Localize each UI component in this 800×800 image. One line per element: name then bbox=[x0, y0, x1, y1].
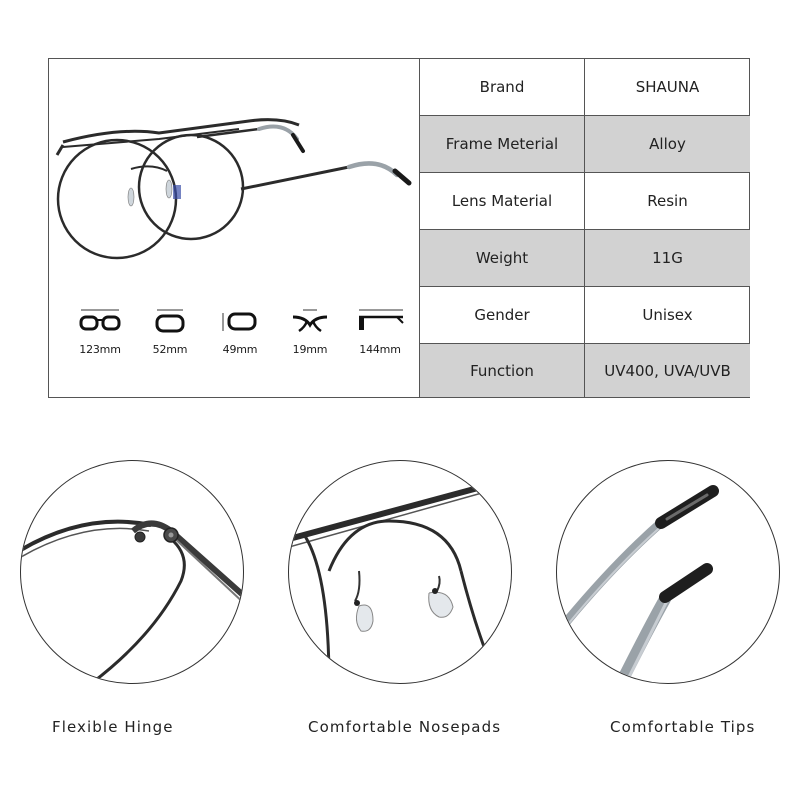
feature-hinge bbox=[20, 460, 250, 736]
lens-width-icon bbox=[145, 307, 195, 333]
spec-row bbox=[420, 344, 750, 397]
spec-value: UV400, UVA/UVB bbox=[585, 344, 750, 397]
temple-tip-closeup-image bbox=[556, 460, 780, 684]
dimension-label: 49mm bbox=[222, 343, 258, 356]
spec-value: 11G bbox=[585, 230, 750, 286]
feature-nosepads bbox=[288, 460, 518, 736]
dimension-item bbox=[137, 307, 203, 356]
spec-row bbox=[420, 116, 750, 173]
spec-row bbox=[420, 287, 750, 344]
dimension-item bbox=[67, 307, 133, 356]
temple-length-icon bbox=[353, 307, 407, 333]
spec-key: Frame Meterial bbox=[420, 116, 585, 172]
dimension-label: 19mm bbox=[292, 343, 328, 356]
feature-caption: Comfortable Nosepads bbox=[308, 718, 502, 736]
spec-value: SHAUNA bbox=[635, 78, 700, 96]
product-photo-area bbox=[49, 59, 420, 397]
dimension-list bbox=[67, 307, 417, 367]
dimension-item bbox=[207, 307, 273, 356]
spec-row bbox=[420, 173, 750, 230]
spec-row bbox=[420, 230, 750, 287]
dimension-label: 52mm bbox=[152, 343, 188, 356]
dimension-label: 123mm bbox=[79, 343, 121, 356]
spec-table bbox=[420, 59, 750, 397]
glasses-product-image bbox=[49, 59, 419, 299]
spec-key: Brand bbox=[420, 59, 585, 115]
spec-key: Function bbox=[420, 344, 585, 397]
spec-key: Weight bbox=[420, 230, 585, 286]
spec-value: Resin bbox=[647, 192, 688, 210]
dimension-label: 144mm bbox=[359, 343, 401, 356]
feature-caption: Comfortable Tips bbox=[610, 718, 756, 736]
dimension-item bbox=[277, 307, 343, 356]
hinge-closeup-image bbox=[20, 460, 244, 684]
dimension-item bbox=[347, 307, 413, 356]
nosepad-closeup-image bbox=[288, 460, 512, 684]
bridge-width-icon bbox=[285, 307, 335, 333]
product-spec-panel bbox=[48, 58, 750, 398]
spec-key: Lens Material bbox=[420, 173, 585, 229]
lens-height-icon bbox=[215, 307, 265, 333]
spec-key: Gender bbox=[420, 287, 585, 343]
spec-row bbox=[420, 59, 750, 116]
feature-caption: Flexible Hinge bbox=[52, 718, 174, 736]
spec-value: Alloy bbox=[585, 116, 750, 172]
feature-tips bbox=[556, 460, 786, 736]
frame-width-icon bbox=[75, 307, 125, 333]
spec-value: Unisex bbox=[642, 306, 693, 324]
